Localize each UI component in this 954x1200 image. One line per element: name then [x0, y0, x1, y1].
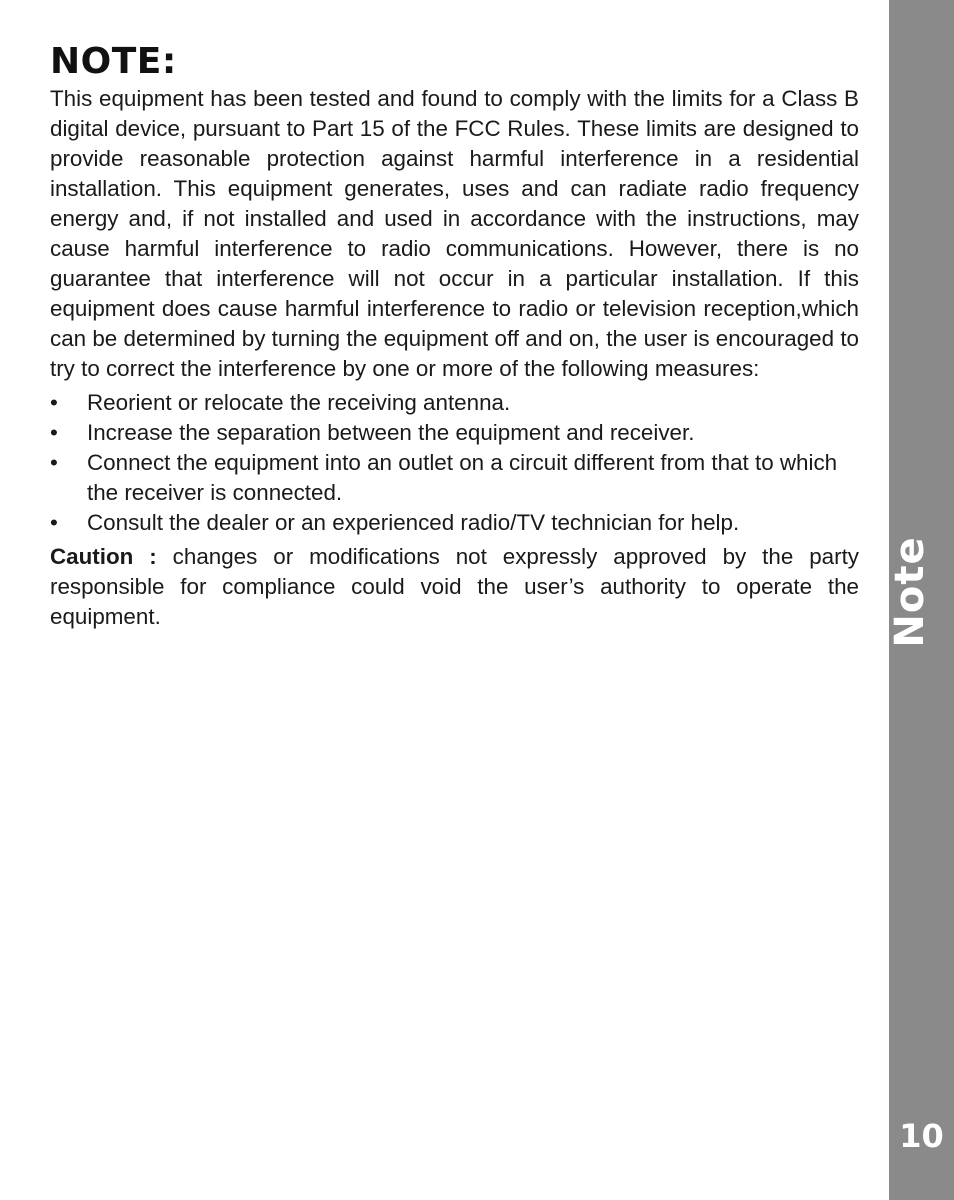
intro-paragraph: This equipment has been tested and found to comply with the limits for a Class B digital device, pursuant to Part 15 of the FCC Rules. These limits are designed to provide reasonable protection against harmful interference in a residential installation. This equipment generates, uses and can radiate radio frequency energy and, if not installed and used in accordance with the instructions, may cause harmful interference to radio communications. However, there is no guarantee that interference will not occur in a particular installation. If this equipment does cause harmful interference to radio or television reception,which can be determined by turning the equipment off and on, the user is encouraged to try to correct the interference by one or more of the following measures: [50, 86, 859, 381]
list-item-text: Reorient or relocate the receiving antenna. [87, 390, 511, 415]
list-item [50, 418, 859, 448]
caution-paragraph [50, 542, 859, 632]
measures-list [50, 388, 859, 538]
list-item [50, 448, 859, 508]
section-side-tab [889, 0, 954, 1200]
page-number: 10 [899, 1117, 944, 1155]
bullet-marker: • [50, 450, 58, 475]
caution-text: changes or modifications not expressly approved by the party responsible for compliance could void the user’s authority to operate the equipment. [50, 544, 859, 629]
caution-label: Caution : [50, 544, 157, 569]
list-item-text: Connect the equipment into an outlet on a circuit different from that to which the receiver is connected. [87, 450, 838, 505]
bullet-marker: • [50, 420, 58, 445]
list-item [50, 388, 859, 418]
section-title: Note [887, 536, 933, 648]
list-item-text: Increase the separation between the equipment and receiver. [87, 420, 695, 445]
bullet-marker: • [50, 510, 58, 535]
page-heading: NOTE: [50, 41, 177, 82]
bullet-marker: • [50, 390, 58, 415]
list-item-text: Consult the dealer or an experienced radio/TV technician for help. [87, 510, 740, 535]
document-body [50, 40, 859, 632]
list-item [50, 508, 859, 538]
